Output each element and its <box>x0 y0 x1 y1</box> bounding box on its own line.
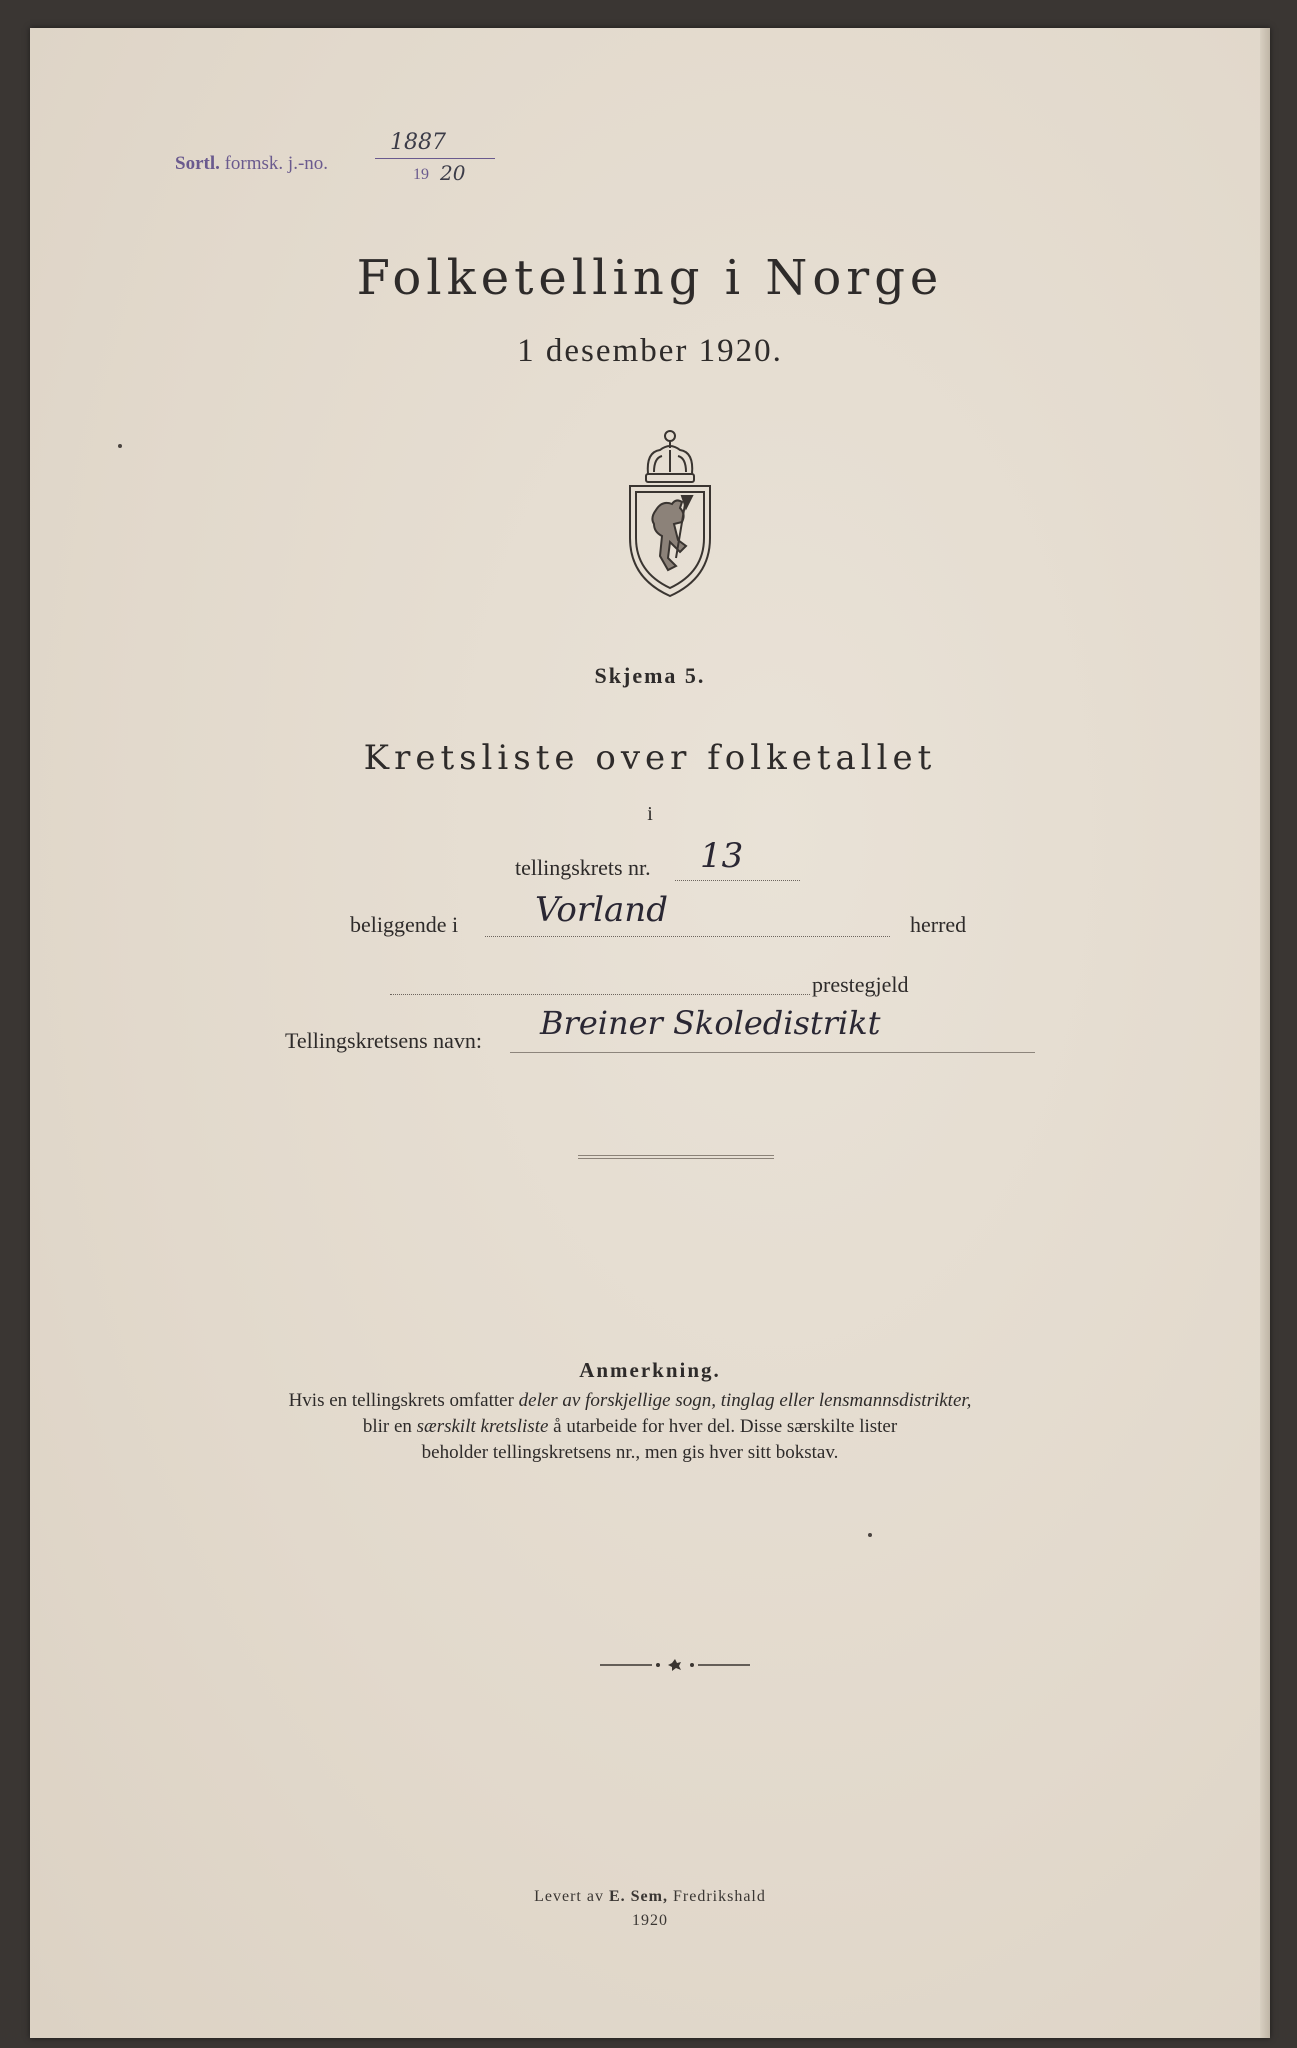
printer-city: Fredrikshald <box>667 1888 766 1905</box>
district-name-value[interactable]: Breiner Skoledistrikt <box>540 1004 881 1042</box>
herred-label: herred <box>910 912 967 937</box>
note-line-2 <box>180 1414 1080 1440</box>
archive-stamp <box>175 153 328 175</box>
preposition-label: i <box>647 803 653 825</box>
note-line-2-text-b: å utarbeide for hver del. Disse særskilte lister <box>548 1416 898 1437</box>
note-line-1 <box>180 1388 1080 1414</box>
ornament-divider-icon <box>600 1658 750 1672</box>
census-date: 1 desember 1920. <box>517 333 783 369</box>
district-number-value[interactable]: 13 <box>700 836 744 876</box>
stamp-underline <box>375 158 495 159</box>
parish-label: prestegjeld <box>812 972 909 997</box>
note-line-3: beholder tellingskretsens nr., men gis hver sitt bokstav. <box>421 1442 839 1463</box>
printer-credit <box>30 1888 1270 1906</box>
located-in-line <box>485 936 890 937</box>
stamp-handwritten-number: 1887 <box>390 130 446 155</box>
district-number-label: tellingskrets nr. <box>515 855 651 880</box>
located-in-label: beliggende i <box>350 912 459 937</box>
stamp-label: formsk. j.-no. <box>224 153 329 174</box>
paper-speck <box>118 444 122 448</box>
paper-speck <box>868 1533 872 1537</box>
paper-edge <box>1260 28 1270 2038</box>
printer-name: E. Sem, <box>608 1888 668 1905</box>
stamp-label-bold: Sortl. <box>175 153 220 174</box>
note-line-1-text: Hvis en tellingskrets omfatter <box>288 1390 519 1411</box>
district-name-line <box>510 1052 1035 1053</box>
schema-number: Skjema 5. <box>594 663 706 688</box>
form-heading: Kretsliste over folketallet <box>363 738 937 778</box>
located-in-value[interactable]: Vorland <box>535 890 668 930</box>
note-line-2-emphasis: særskilt kretsliste <box>416 1416 549 1437</box>
section-divider <box>578 1155 774 1159</box>
district-name-label: Tellingskretsens navn: <box>285 1028 483 1053</box>
stamp-handwritten-year: 20 <box>440 161 466 185</box>
printer-prefix: Levert av <box>534 1888 609 1905</box>
note-line-1-emphasis: deler av forskjellige sogn, tinglag eller lensmannsdistrikter, <box>518 1390 972 1411</box>
stamp-year-prefix: 19 <box>413 166 429 183</box>
print-year: 1920 <box>632 1912 668 1929</box>
district-number-line <box>675 880 800 881</box>
page-title: Folketelling i Norge <box>356 250 944 306</box>
coat-of-arms-icon <box>620 428 720 598</box>
parish-line <box>390 994 810 995</box>
census-form-page <box>30 28 1270 2038</box>
note-heading: Anmerkning. <box>579 1358 721 1382</box>
note-line-2-text-a: blir en <box>362 1416 417 1437</box>
